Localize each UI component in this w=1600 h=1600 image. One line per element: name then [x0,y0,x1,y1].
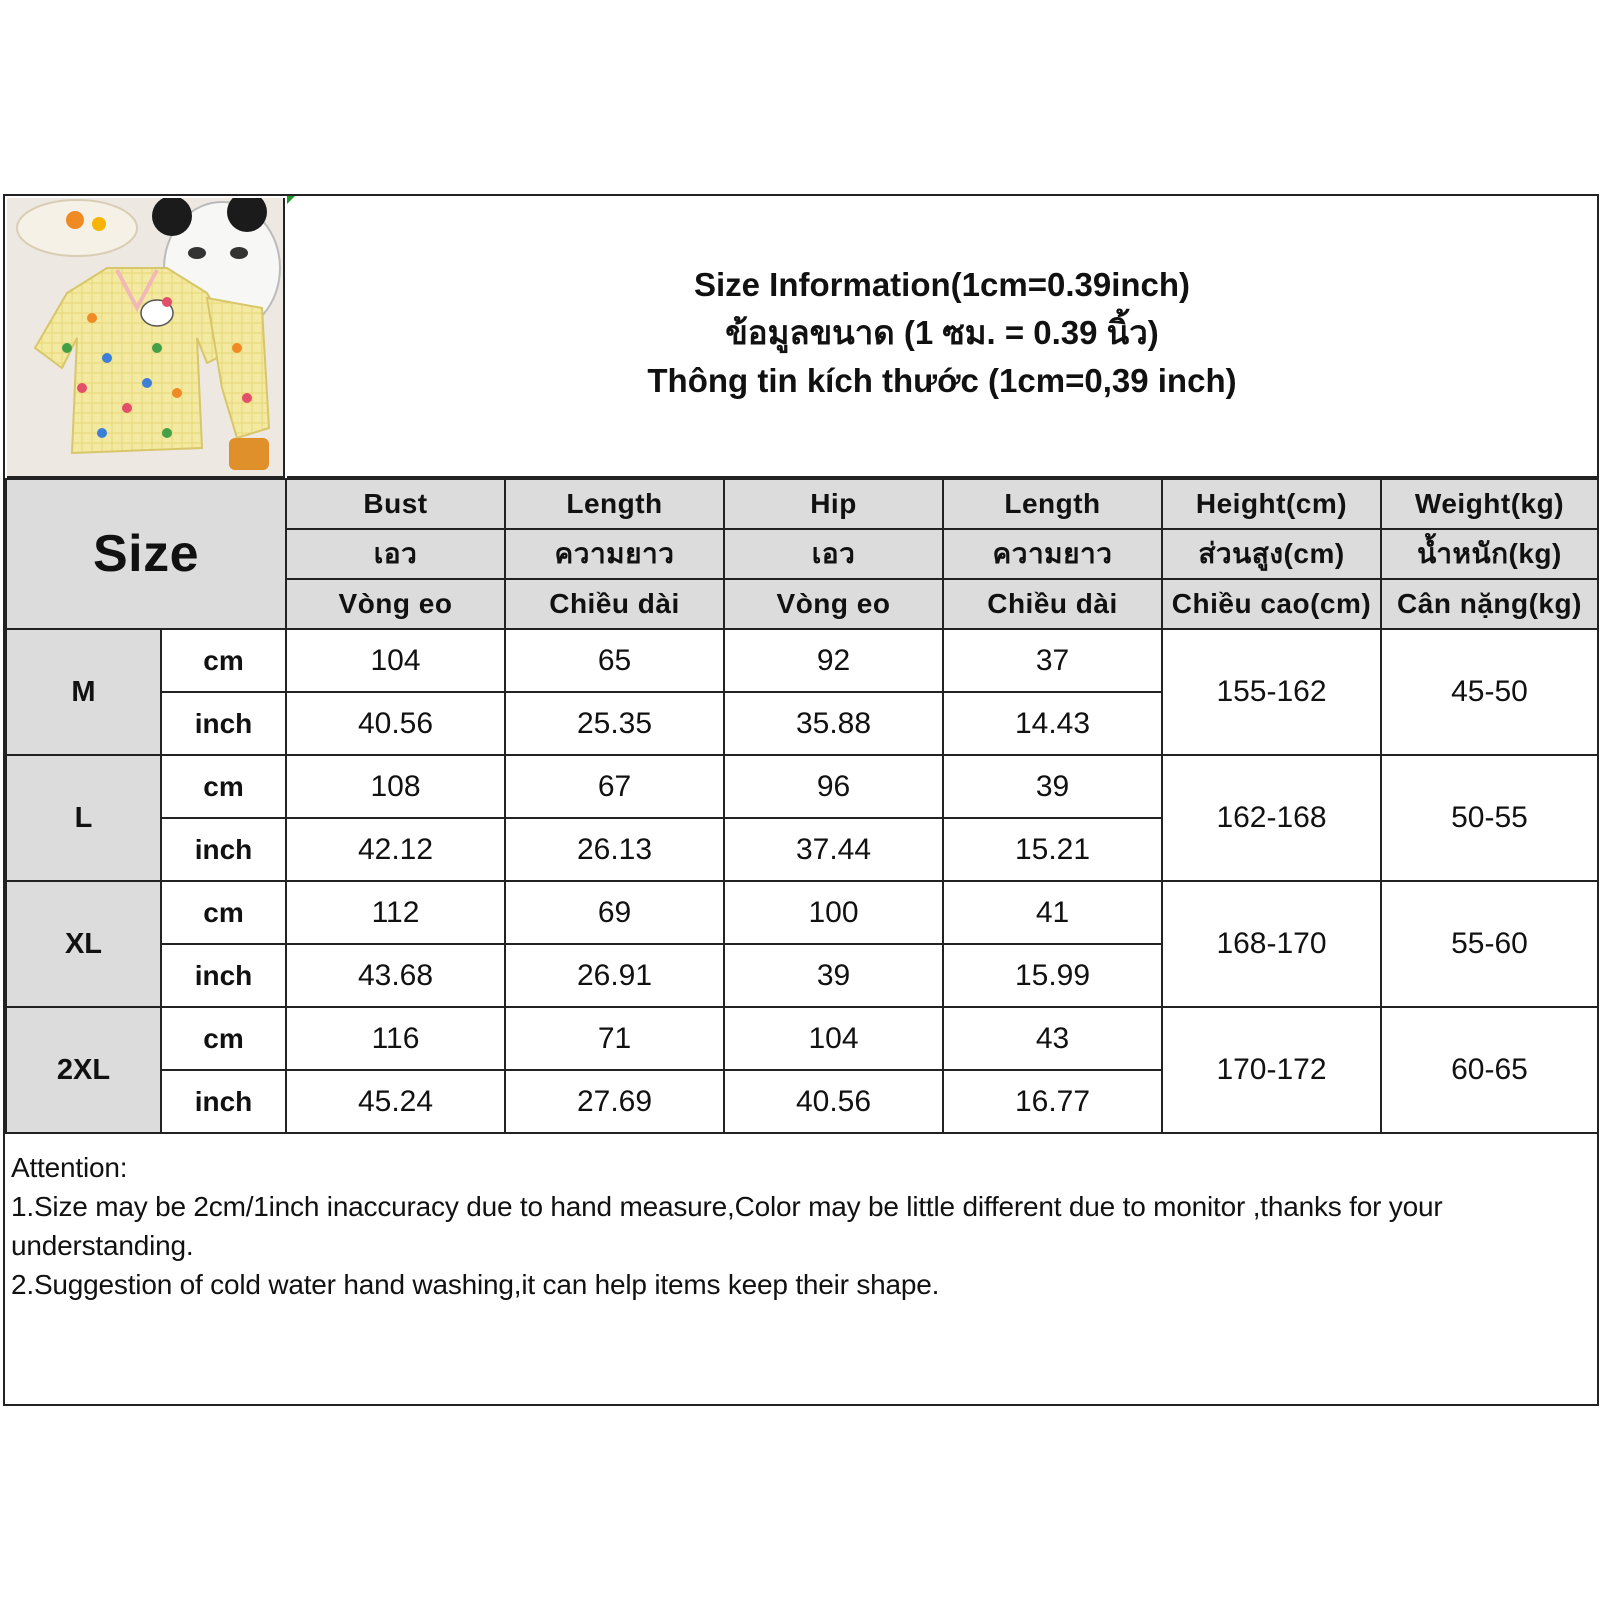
table-cell: 25.35 [505,692,724,755]
attention-note: 2.Suggestion of cold water hand washing,it can help items keep their shape. [11,1269,940,1300]
size-table [5,478,1599,1134]
table-cell: 14.43 [943,692,1162,755]
unit-label: inch [161,1070,286,1133]
column-header: Cân nặng(kg) [1381,579,1598,629]
height-range: 162-168 [1162,755,1381,881]
table-cell: 40.56 [724,1070,943,1133]
column-header: Chiều dài [943,579,1162,629]
table-cell: 16.77 [943,1070,1162,1133]
column-header: Height(cm) [1162,479,1381,529]
table-cell: 15.99 [943,944,1162,1007]
table-cell: 96 [724,755,943,818]
column-header: ความยาว [505,529,724,579]
column-header: Bust [286,479,505,529]
table-cell: 37.44 [724,818,943,881]
column-header: Vòng eo [724,579,943,629]
column-header: Vòng eo [286,579,505,629]
column-header: น้ำหนัก(kg) [1381,529,1598,579]
weight-range: 60-65 [1381,1007,1598,1133]
table-cell: 100 [724,881,943,944]
column-header: ความยาว [943,529,1162,579]
header-row-english [6,479,1598,529]
size-information-title [287,196,1597,478]
size-label: M [6,629,161,755]
table-row [6,755,1598,818]
attention-note: 1.Size may be 2cm/1inch inaccuracy due to hand measure,Color may be little different due to monitor ,thanks for your understanding. [11,1191,1443,1261]
size-chart-sheet [3,194,1599,1406]
title-thai: ข้อมูลขนาด (1 ซม. = 0.39 นิ้ว) [725,314,1159,351]
size-label: XL [6,881,161,1007]
weight-range: 50-55 [1381,755,1598,881]
table-cell: 92 [724,629,943,692]
table-cell: 71 [505,1007,724,1070]
weight-range: 45-50 [1381,629,1598,755]
table-cell: 43 [943,1007,1162,1070]
table-cell: 40.56 [286,692,505,755]
table-cell: 112 [286,881,505,944]
table-cell: 27.69 [505,1070,724,1133]
height-range: 170-172 [1162,1007,1381,1133]
column-header: เอว [724,529,943,579]
table-cell: 41 [943,881,1162,944]
column-header: Length [505,479,724,529]
pajama-set-icon [7,198,281,474]
column-header: Chiều dài [505,579,724,629]
table-cell: 67 [505,755,724,818]
table-cell: 26.13 [505,818,724,881]
table-cell: 43.68 [286,944,505,1007]
table-row [6,1007,1598,1070]
column-header: Weight(kg) [1381,479,1598,529]
table-cell: 39 [724,944,943,1007]
table-cell: 65 [505,629,724,692]
column-header: Hip [724,479,943,529]
table-cell: 15.21 [943,818,1162,881]
size-label: 2XL [6,1007,161,1133]
column-header: Length [943,479,1162,529]
attention-heading: Attention: [11,1152,128,1183]
attention-notes [11,1148,1587,1304]
table-cell: 104 [724,1007,943,1070]
table-cell: 26.91 [505,944,724,1007]
size-label: L [6,755,161,881]
height-range: 155-162 [1162,629,1381,755]
table-cell: 42.12 [286,818,505,881]
height-range: 168-170 [1162,881,1381,1007]
table-cell: 35.88 [724,692,943,755]
table-cell: 108 [286,755,505,818]
table-cell: 116 [286,1007,505,1070]
table-cell: 69 [505,881,724,944]
table-cell: 39 [943,755,1162,818]
unit-label: inch [161,818,286,881]
table-row [6,881,1598,944]
table-cell: 45.24 [286,1070,505,1133]
size-header: Size [6,479,286,629]
unit-label: cm [161,881,286,944]
title-vietnamese: Thông tin kích thước (1cm=0,39 inch) [647,362,1237,399]
table-row [6,629,1598,692]
unit-label: cm [161,755,286,818]
unit-label: cm [161,1007,286,1070]
table-cell: 104 [286,629,505,692]
column-header: เอว [286,529,505,579]
unit-label: cm [161,629,286,692]
weight-range: 55-60 [1381,881,1598,1007]
unit-label: inch [161,944,286,1007]
column-header: ส่วนสูง(cm) [1162,529,1381,579]
title-english: Size Information(1cm=0.39inch) [693,266,1191,303]
unit-label: inch [161,692,286,755]
column-header: Chiều cao(cm) [1162,579,1381,629]
product-photo [7,198,285,478]
table-cell: 37 [943,629,1162,692]
